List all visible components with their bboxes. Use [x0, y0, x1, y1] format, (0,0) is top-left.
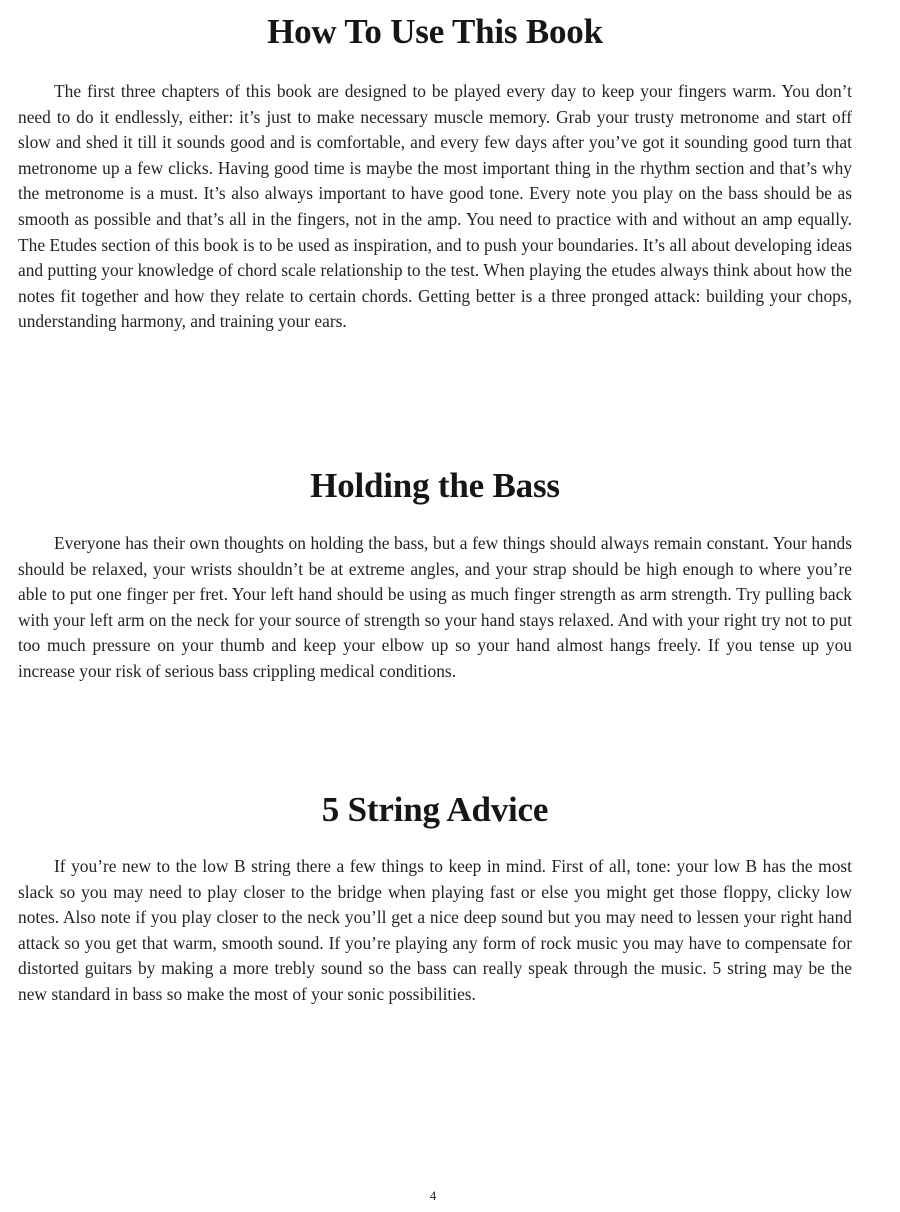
section-how-to-use-this-book	[18, 12, 852, 335]
section-paragraph: Everyone has their own thoughts on holding the bass, but a few things should always remain constant. Your hands should be relaxed, your wrists shouldn’t be at extreme angles, and your strap should be high enough to where you’re able to put one finger per fret. Your left hand should be using as much finger strength as arm strength. Try pulling back with your left arm on the neck for your source of strength so your hand stays relaxed. And with your right try not to put too much pressure on your thumb and keep your elbow up so your hand almost hangs freely. If you tense up you increase your risk of serious bass crippling medical conditions.	[18, 533, 852, 681]
section-5-string-advice	[18, 790, 852, 1008]
section-heading: Holding the Bass	[310, 466, 560, 505]
section-heading: 5 String Advice	[321, 790, 549, 829]
section-paragraph: The first three chapters of this book are designed to be played every day to keep your fingers warm. You don’t need to do it endlessly, either: it’s just to make necessary muscle memory. Grab your trusty metronome and start off slow and shed it till it sounds good and is comfortable, and every few days after you’ve got it sounding good turn that metronome up a few clicks. Having good time is maybe the most important thing in the rhythm section and that’s why the metronome is a must. It’s also always important to have good tone. Every note you play on the bass should be as smooth as possible and that’s all in the fingers, not in the amp. You need to practice with and without an amp equally. The Etudes section of this book is to be used as inspiration, and to push your boundaries. It’s all about developing ideas and putting your knowledge of chord scale relationship to the test. When playing the etudes always think about how the notes fit together and how they relate to certain chords. Getting better is a three pronged attack: building your chops, understanding harmony, and training your ears.	[18, 81, 852, 332]
page-number: 4	[429, 1188, 437, 1203]
section-heading: How To Use This Book	[267, 12, 603, 51]
section-paragraph: If you’re new to the low B string there a few things to keep in mind. First of all, tone: your low B has the most slack so you may need to play closer to the bridge when playing fast or else you might get those floppy, clicky low notes. Also note if you play closer to the neck you’ll get a nice deep sound but you may need to lessen your right hand attack so you get that warm, smooth sound. If you’re playing any form of rock music you may have to compensate for distorted guitars by making a more trebly sound so the bass can really speak through the music. 5 string may be the new standard in bass so make the most of your sonic possibilities.	[18, 856, 852, 1004]
section-holding-the-bass	[18, 466, 852, 685]
